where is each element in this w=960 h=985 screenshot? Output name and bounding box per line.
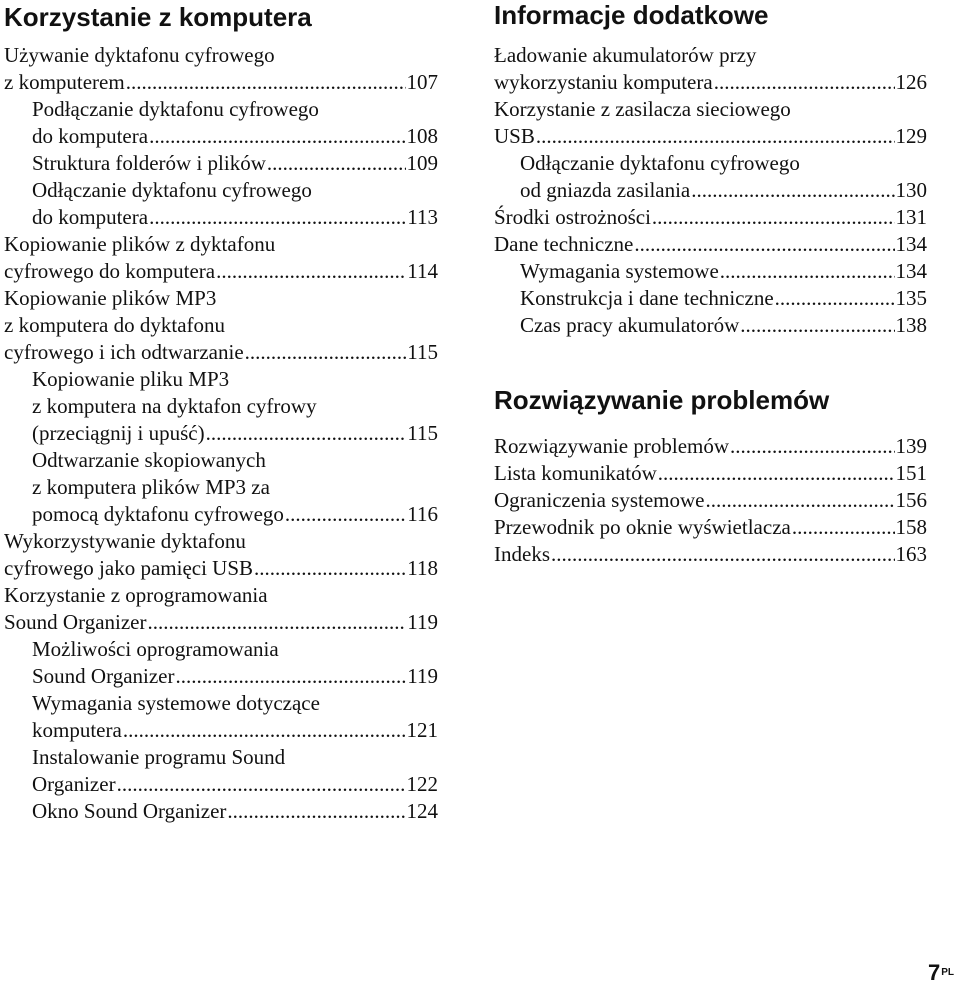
toc-page-number: 115 — [407, 421, 438, 445]
dot-leader — [206, 420, 407, 447]
toc-entry-title-line: Odtwarzanie skopiowanych — [32, 448, 266, 472]
section-heading-troubleshooting: Rozwiązywanie problemów — [494, 385, 830, 415]
toc-entry-title: do komputera — [32, 205, 149, 229]
toc-entry-title-line: Ładowanie akumulatorów przy — [494, 43, 757, 67]
toc-entry[interactable] — [4, 744, 438, 798]
toc-entry-title: komputera — [32, 718, 122, 742]
toc-page-number: 113 — [407, 205, 438, 229]
toc-entry-title: Konstrukcja i dane techniczne — [520, 286, 774, 310]
section-heading-computer: Korzystanie z komputera — [4, 2, 312, 32]
dot-leader — [658, 460, 895, 487]
toc-entry-final-line — [4, 339, 438, 366]
toc-entry[interactable] — [4, 177, 438, 231]
toc-page-number: 114 — [407, 259, 438, 283]
dot-leader — [720, 258, 895, 285]
toc-entry[interactable] — [494, 204, 927, 231]
dot-leader — [551, 541, 895, 568]
toc-entry[interactable] — [494, 231, 927, 258]
toc-page-number: 118 — [407, 556, 438, 580]
dot-leader — [245, 339, 407, 366]
toc-page-number: 138 — [895, 313, 927, 337]
toc-entry-title-line: Kopiowanie plików MP3 — [4, 286, 217, 310]
toc-list-troubleshooting — [494, 433, 927, 568]
toc-entry-final-line — [494, 514, 927, 541]
toc-entry-final-line — [32, 150, 438, 177]
toc-entry-final-line — [520, 285, 927, 312]
toc-page-number: 122 — [406, 772, 438, 796]
toc-entry[interactable] — [494, 312, 927, 339]
toc-entry-final-line — [4, 258, 438, 285]
toc-entry[interactable] — [4, 528, 438, 582]
toc-list-additional-info — [494, 42, 927, 339]
toc-entry-title: Okno Sound Organizer — [32, 799, 227, 823]
toc-entry-title: cyfrowego do komputera — [4, 259, 216, 283]
toc-entry-title: od gniazda zasilania — [520, 178, 691, 202]
toc-entry-title: z komputerem — [4, 70, 125, 94]
toc-entry-title-line: Korzystanie z zasilacza sieciowego — [494, 97, 791, 121]
toc-page-number: 139 — [895, 434, 927, 458]
toc-entry-final-line — [32, 663, 438, 690]
toc-entry-final-line — [494, 487, 927, 514]
toc-entry-title: Dane techniczne — [494, 232, 634, 256]
dot-leader — [176, 663, 407, 690]
dot-leader — [117, 771, 406, 798]
toc-entry-title: Środki ostrożności — [494, 205, 651, 229]
dot-leader — [652, 204, 895, 231]
toc-entry-title-line: Kopiowanie plików z dyktafonu — [4, 232, 276, 256]
toc-entry[interactable] — [494, 487, 927, 514]
toc-entry-final-line — [494, 231, 927, 258]
toc-page-number: 115 — [407, 340, 438, 364]
toc-list-computer — [4, 42, 438, 825]
toc-entry[interactable] — [494, 541, 927, 568]
toc-entry-final-line — [32, 204, 438, 231]
toc-entry-title: Indeks — [494, 542, 550, 566]
toc-page-number: 134 — [895, 259, 927, 283]
toc-entry[interactable] — [4, 447, 438, 528]
toc-entry-title: Przewodnik po oknie wyświetlacza — [494, 515, 791, 539]
toc-entry-title: Organizer — [32, 772, 116, 796]
toc-entry-title: cyfrowego jako pamięci USB — [4, 556, 254, 580]
dot-leader — [126, 69, 406, 96]
toc-entry[interactable] — [4, 798, 438, 825]
dot-leader — [123, 717, 406, 744]
toc-entry[interactable] — [4, 42, 438, 96]
toc-entry-title-line: z komputera na dyktafon cyfrowy — [32, 394, 317, 418]
dot-leader — [740, 312, 894, 339]
toc-entry[interactable] — [494, 460, 927, 487]
toc-page-number: 129 — [895, 124, 927, 148]
toc-entry-title: Wymagania systemowe — [520, 259, 719, 283]
toc-entry-final-line — [32, 717, 438, 744]
toc-page-number: 108 — [406, 124, 438, 148]
dot-leader — [691, 177, 894, 204]
dot-leader — [267, 150, 406, 177]
toc-entry-title-line: Możliwości oprogramowania — [32, 637, 279, 661]
toc-page-number: 126 — [895, 70, 927, 94]
toc-entry-title: do komputera — [32, 124, 149, 148]
toc-entry-final-line — [494, 123, 927, 150]
left-column — [4, 0, 438, 825]
toc-entry-title: cyfrowego i ich odtwarzanie — [4, 340, 244, 364]
toc-page-number: 109 — [406, 151, 438, 175]
dot-leader — [706, 487, 895, 514]
dot-leader — [714, 69, 895, 96]
toc-entry-final-line — [32, 501, 438, 528]
toc-page-number: 119 — [407, 610, 438, 634]
toc-entry[interactable] — [4, 285, 438, 366]
toc-entry-title: pomocą dyktafonu cyfrowego — [32, 502, 284, 526]
toc-entry[interactable] — [494, 285, 927, 312]
toc-entry-title: Sound Organizer — [4, 610, 147, 634]
toc-entry-title: wykorzystaniu komputera — [494, 70, 713, 94]
toc-entry-title: Lista komunikatów — [494, 461, 657, 485]
dot-leader — [775, 285, 895, 312]
toc-entry-final-line — [494, 460, 927, 487]
dot-leader — [730, 433, 894, 460]
toc-entry[interactable] — [494, 514, 927, 541]
toc-entry[interactable] — [494, 42, 927, 96]
toc-entry-final-line — [4, 555, 438, 582]
dot-leader — [536, 123, 895, 150]
page-number-value: 7 — [928, 960, 941, 985]
toc-entry-title: Ograniczenia systemowe — [494, 488, 705, 512]
dot-leader — [216, 258, 406, 285]
toc-entry[interactable] — [4, 366, 438, 447]
dot-leader — [227, 798, 405, 825]
toc-entry-final-line — [4, 609, 438, 636]
toc-page-number: 131 — [895, 205, 927, 229]
toc-entry-final-line — [520, 258, 927, 285]
dot-leader — [285, 501, 406, 528]
toc-entry-final-line — [32, 420, 438, 447]
toc-entry-title-line: Instalowanie programu Sound — [32, 745, 286, 769]
dot-leader — [792, 514, 895, 541]
toc-entry-title-line: Kopiowanie pliku MP3 — [32, 367, 230, 391]
toc-entry-final-line — [32, 123, 438, 150]
toc-page-number: 124 — [406, 799, 438, 823]
toc-page-number: 119 — [407, 664, 438, 688]
dot-leader — [634, 231, 894, 258]
toc-entry-final-line — [494, 69, 927, 96]
toc-entry[interactable] — [494, 96, 927, 150]
toc-entry-title: Czas pracy akumulatorów — [520, 313, 740, 337]
page-number — [928, 962, 954, 984]
toc-entry[interactable] — [4, 231, 438, 285]
toc-entry-title: Rozwiązywanie problemów — [494, 434, 730, 458]
toc-entry-final-line — [32, 798, 438, 825]
toc-entry-final-line — [494, 433, 927, 460]
toc-entry[interactable] — [4, 690, 438, 744]
toc-entry-final-line — [32, 771, 438, 798]
toc-page-number: 107 — [406, 70, 438, 94]
toc-entry-title: USB — [494, 124, 535, 148]
toc-entry-title-line: Wykorzystywanie dyktafonu — [4, 529, 246, 553]
dot-leader — [149, 123, 405, 150]
toc-entry-title-line: Odłączanie dyktafonu cyfrowego — [32, 178, 312, 202]
toc-entry-title: Struktura folderów i plików — [32, 151, 266, 175]
toc-page-number: 116 — [407, 502, 438, 526]
toc-entry-title-line: Wymagania systemowe dotyczące — [32, 691, 320, 715]
toc-entry-title: (przeciągnij i upuść) — [32, 421, 205, 445]
toc-entry-final-line — [4, 69, 438, 96]
toc-entry-final-line — [494, 541, 927, 568]
toc-entry[interactable] — [494, 433, 927, 460]
toc-entry-final-line — [494, 204, 927, 231]
toc-page-number: 151 — [895, 461, 927, 485]
toc-entry[interactable] — [494, 150, 927, 204]
dot-leader — [254, 555, 406, 582]
toc-entry[interactable] — [4, 636, 438, 690]
toc-entry[interactable] — [494, 258, 927, 285]
toc-page-number: 121 — [406, 718, 438, 742]
toc-entry[interactable] — [4, 96, 438, 150]
toc-page-number: 130 — [895, 178, 927, 202]
toc-page-number: 158 — [895, 515, 927, 539]
dot-leader — [148, 609, 407, 636]
toc-entry-title-line: Podłączanie dyktafonu cyfrowego — [32, 97, 319, 121]
toc-entry-title: Sound Organizer — [32, 664, 175, 688]
toc-page-number: 134 — [895, 232, 927, 256]
toc-page-number: 135 — [895, 286, 927, 310]
toc-page-number: 163 — [895, 542, 927, 566]
toc-entry-title-line: z komputera do dyktafonu — [4, 313, 226, 337]
section-heading-additional-info: Informacje dodatkowe — [494, 0, 769, 30]
toc-entry-title-line: Odłączanie dyktafonu cyfrowego — [520, 151, 800, 175]
toc-entry-title-line: z komputera plików MP3 za — [32, 475, 270, 499]
toc-entry-title-line: Korzystanie z oprogramowania — [4, 583, 268, 607]
right-column — [494, 0, 927, 568]
page-language-suffix: PL — [941, 967, 955, 978]
toc-entry[interactable] — [4, 150, 438, 177]
toc-entry-final-line — [520, 312, 927, 339]
toc-entry-final-line — [520, 177, 927, 204]
dot-leader — [149, 204, 406, 231]
toc-entry-title-line: Używanie dyktafonu cyfrowego — [4, 43, 275, 67]
toc-page-number: 156 — [895, 488, 927, 512]
toc-entry[interactable] — [4, 582, 438, 636]
